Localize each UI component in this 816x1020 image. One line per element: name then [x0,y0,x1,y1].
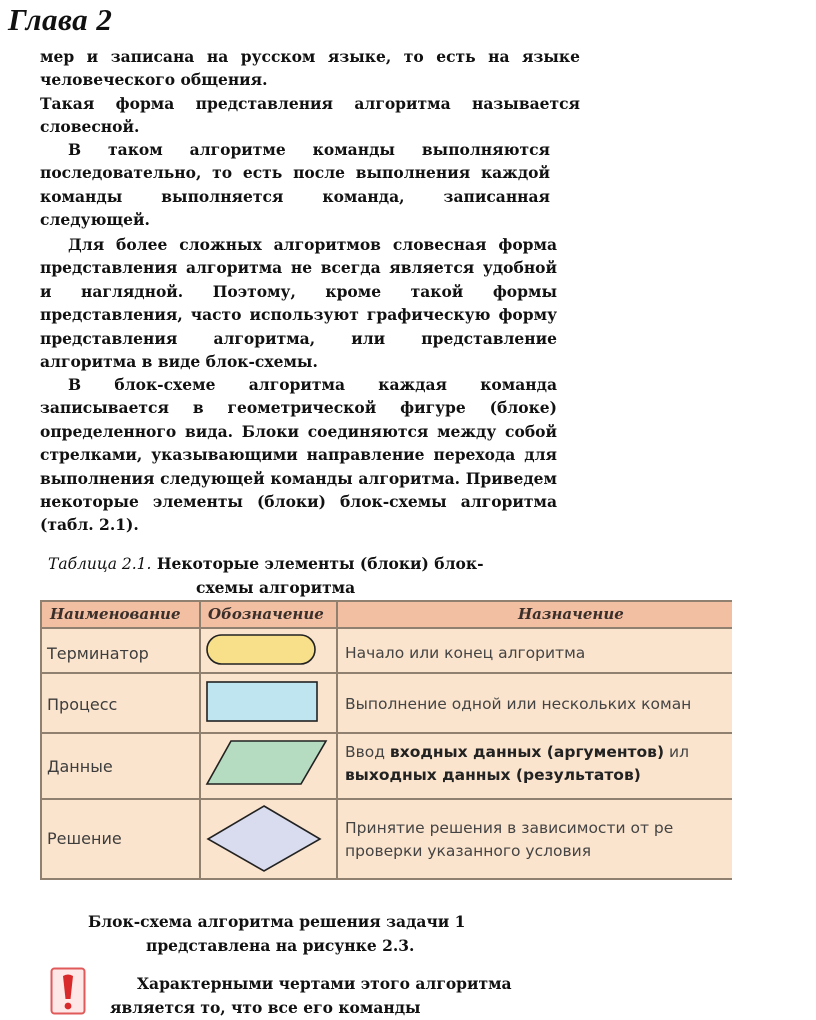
table-caption-label: Таблица 2.1. [48,555,152,573]
row-process-name: Процесс [47,695,118,714]
column-divider [199,600,201,880]
row-data-purpose [345,741,689,787]
row-process-purpose: Выполнение одной или нескольких коман [345,695,692,713]
row-divider [40,798,732,800]
exclamation-icon [50,967,86,1015]
flowchart-elements-table [40,600,732,880]
header-symbol: Обозначение [208,605,324,623]
footer-line-4: является то, что все его команды [110,998,421,1017]
row-decision-name: Решение [47,829,122,848]
footer-line-3: Характерными чертами этого алгоритма [137,974,512,993]
row-data-purpose-d: выходных данных (результатов) [345,766,641,784]
chapter-title: Глава 2 [8,2,113,37]
row-divider [40,672,732,674]
paragraph-4: Для более сложных алгоритмов словесная форма представления алгоритма не всегда является удобной и наглядной. Поэтому, кроме такой формы представления, часто используют графическую форму представления алгоритма, или представление алгоритма в виде блок-схемы. [40,235,557,372]
row-terminator-purpose: Начало или конец алгоритма [345,644,586,662]
table-caption-line2: схемы алгоритма [196,578,356,597]
row-decision-purpose-line1: Принятие решения в зависимости от ре [345,819,674,837]
row-divider [40,732,732,734]
row-decision-purpose [345,817,673,863]
paragraph-1: мер и записана на русском языке, то есть на языке человеческого общения. [40,47,580,90]
data-shape-icon [205,739,329,787]
header-purpose: Назначение [518,605,624,623]
row-decision-purpose-line2: проверки указанного условия [345,842,592,860]
terminator-shape-icon [205,633,317,667]
table-header [40,600,732,628]
paragraph-3: В таком алгоритме команды выполняются последовательно, то есть после выполнения каждой команды выполняется команда, записанная следующей. [40,140,550,230]
table-caption-line1: Некоторые элементы (блоки) блок- [156,554,484,573]
paragraph-2: Такая форма представления алгоритма называется словесной. [40,94,580,137]
table-caption [48,552,538,600]
footer-line-1: Блок-схема алгоритма решения задачи 1 [88,912,466,931]
paragraph-5: В блок-схеме алгоритма каждая команда записывается в геометрической фигуре (блоке) определенного вида. Блоки соединяются между собой стрелками, указывающими направление перехода для выполнения следующей команды алгоритма. Приведем некоторые элементы (блоки) блок-схемы алгоритма (табл. 2.1). [40,375,557,535]
header-name: Наименование [50,605,181,623]
column-divider [336,600,338,880]
row-data-name: Данные [47,757,113,776]
footer-line-2: представлена на рисунке 2.3. [146,936,415,955]
row-data-purpose-c: ил [664,743,689,761]
row-data-purpose-a: Ввод [345,743,390,761]
row-data-purpose-b: входных данных (аргументов) [389,743,665,761]
decision-shape-icon [205,804,323,874]
row-divider [40,627,732,629]
process-shape-icon [205,680,319,724]
row-terminator-name: Терминатор [47,644,149,663]
